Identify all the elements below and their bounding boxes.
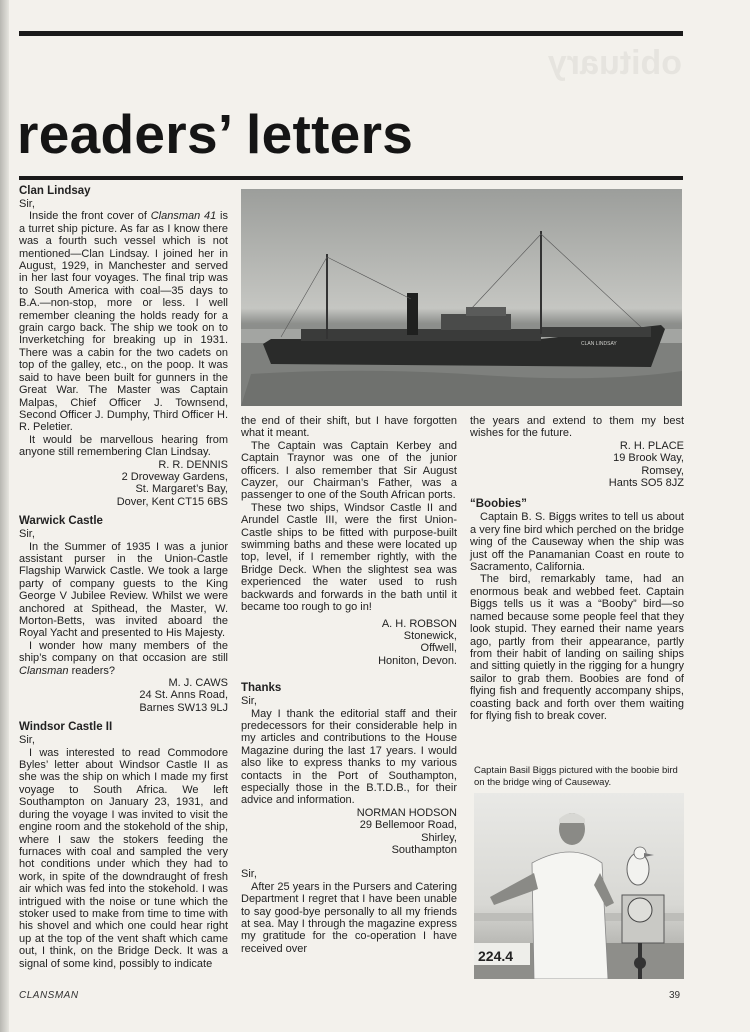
magazine-title: Clansman (19, 664, 69, 677)
signature-block: NORMAN HODSON 29 Bellemoor Road, Shirley, Southampton (356, 806, 457, 856)
ship-illustration (241, 189, 682, 406)
letter-paragraph: The Captain was Captain Kerbey and Captain Traynor was one of the junior officers. I also remember that Sir August Cayzer, our Chairman’s Father, was a passenger to one of the South African ports. (241, 439, 457, 502)
letter-paragraph-continued: the end of their shift, but I have forgotten what it meant. (241, 415, 457, 440)
column-1 (19, 184, 228, 970)
letter-paragraph: I wonder how many members of the ship’s company on that occasion are still Clansman readers? (19, 639, 228, 677)
letter-heading-boobies: “Boobies” (470, 498, 527, 511)
page-title: readers’ letters (17, 103, 414, 165)
column-3 (470, 415, 684, 722)
letter-paragraph: I was interested to read Commodore Byles’ letter about Windsor Castle II as she was the ship on which I made my first voyage to South Africa. We left Southampton on January 23, 1931, and during the voyage I was invited to visit the engine room and the stokehold of the ship, where I saw the stokers feeding the furnaces with coal and sampled the very hot conditions under which they had to work, in spite of the downdraught of fresh air which was fed into the stokehold. I was intrigued with the noise or tune which the stoker used to make from time to time with his shovel and which one could hear right up at the top of the vent shaft which came out, I think, on the Bridge Deck. It was a signal of some kind, possibly to indicate (19, 746, 228, 970)
salutation: Sir, (241, 868, 257, 881)
salutation: Sir, (241, 695, 257, 708)
salutation: Sir, (19, 528, 35, 541)
signature-block: A. H. ROBSON Stonewick, Offwell, Honiton, Devon. (378, 617, 457, 667)
letter-paragraph: Captain B. S. Biggs writes to tell us about a very fine bird which perched on the bridge wing of the Causeway when the ship was just off the Panamanian Coast en route to Sacramento, California. (470, 511, 684, 574)
letter-paragraph: It would be marvellous hearing from anyone still remembering Clan Lindsay. (19, 433, 228, 459)
show-through-text: obituary (547, 44, 682, 82)
column-2 (241, 415, 457, 955)
ship-photo (241, 189, 682, 406)
captain-with-bird-illustration (474, 793, 684, 979)
footer-magazine-name: CLANSMAN (19, 990, 79, 1001)
salutation: Sir, (19, 734, 35, 747)
boobie-bird-photo (474, 793, 684, 979)
letter-paragraph: May I thank the editorial staff and their predecessors for their considerable help in my articles and contributions to the House Magazine during the last 17 years. I would also like to express thanks to my various contacts in the Port of Southampton, especially those in the B.T.D.B., for their advice and information. (241, 707, 457, 807)
signature-block: R. R. DENNIS 2 Droveway Gardens, St. Margaret’s Bay, Dover, Kent CT15 6BS (116, 458, 228, 508)
signature-block: R. H. PLACE 19 Brook Way, Romsey, Hants SO5 8JZ (608, 439, 684, 490)
signature-block: M. J. CAWS 24 St. Anns Road, Barnes SW13 9LJ (139, 677, 228, 714)
top-rule (19, 31, 683, 36)
hull-name-text: CLAN LINDSAY (581, 341, 617, 347)
letter-paragraph: In the Summer of 1935 I was a junior assistant purser in the Union-Castle Flagship Warwick Castle. We took a large party of company guests to the King George V Jubilee Review. Whilst we were anchored at Spithead, the Master, W. Morton-Betts, was invited aboard the Royal Yacht and presented to His Majesty. (19, 540, 228, 640)
photo-caption: Captain Basil Biggs pictured with the boobie bird on the bridge wing of Causeway. (474, 765, 678, 788)
page-number: 39 (669, 990, 681, 1001)
letter-heading-windsor-castle: Windsor Castle II (19, 721, 113, 734)
letter-heading-warwick-castle: Warwick Castle (19, 515, 103, 528)
letter-heading-thanks: Thanks (241, 682, 282, 695)
letter-paragraph: These two ships, Windsor Castle II and Arundel Castle III, were the first Union-Castle ships to be fitted with purpose-built swimming baths and these were located up top, level, if I remember rightly, with the Bridge Deck. When the slightest sea was experienced the water used to rush backwards and forwards in the bath until it became too rough to go in! (241, 501, 457, 614)
hull-number-text: 224.4 (478, 948, 514, 964)
letter-paragraph: After 25 years in the Pursers and Catering Department I regret that I have been unable to say good-bye personally to all my friends at sea. May I through the magazine express my gratitude for the co-operation I have received over (241, 880, 457, 955)
salutation: Sir, (19, 198, 35, 210)
page-spine-shadow (0, 0, 9, 1032)
title-rule (19, 176, 683, 180)
magazine-title: Clansman 41 (150, 210, 217, 223)
letter-heading-clan-lindsay: Clan Lindsay (19, 185, 91, 197)
letter-paragraph: Inside the front cover of Clansman 41 is a turret ship picture. As far as I know there was a fourth such vessel which is not mentioned—Clan Lindsay. I joined her in August, 1929, in Manchester and served in her last four voyages. The final trip was to South America with coal—35 days to B.A.—non-stop, more or less. I well remember cleaning the holds ready for a grain cargo back. The ship we took on to Inverketching for breaking up in 1931. There was a cabin for the two cadets on top of the galley, etc., on the poop. It was said to have been built for gunners in the Great War. The Master was Captain Malpas, Chief Officer J. Townsend, Second Officer J. Dumphy, Third Officer H. R. Peletier. (19, 210, 229, 434)
letter-paragraph-continued: the years and extend to them my best wishes for the future. (470, 415, 684, 440)
letter-paragraph: The bird, remarkably tame, had an enormous beak and webbed feet. Captain Biggs tells us it was a “Booby” bird—so named because some people feel that they look stupid. They earned their name years ago, partly from their appearance, partly from their habit of landing on sailing ships and sitting quietly in the rigging for a hungry sailor to grab them. Boobies are fond of flying fish and frequently accompany ships, coasting back and forth over them waiting for flying fish to break cover. (470, 573, 684, 722)
